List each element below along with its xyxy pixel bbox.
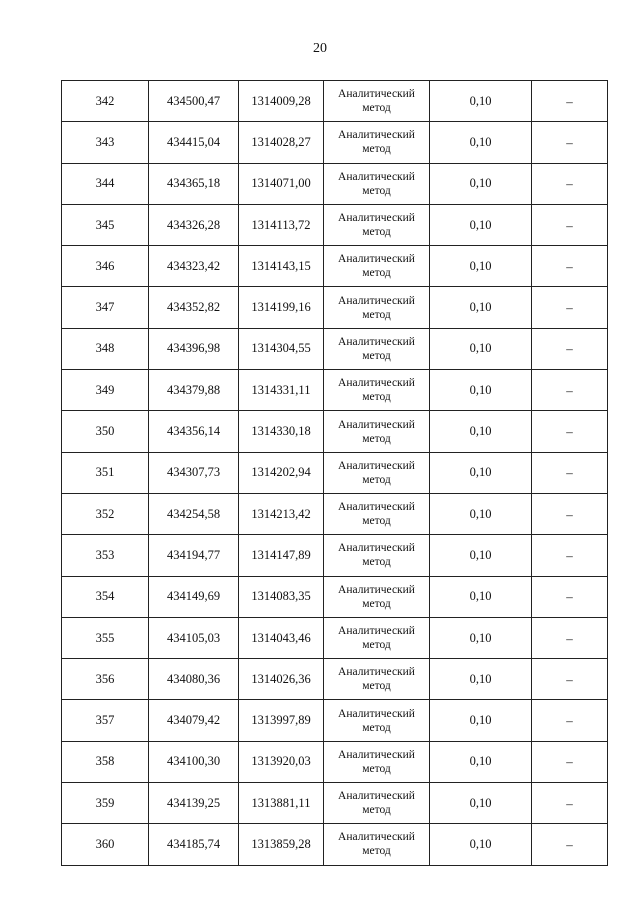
y-coordinate-cell: 1314147,89 xyxy=(239,535,324,576)
note-cell: – xyxy=(532,163,608,204)
note-cell: – xyxy=(532,411,608,452)
coordinates-table xyxy=(61,80,608,866)
note-cell: – xyxy=(532,741,608,782)
table-row xyxy=(62,204,608,245)
accuracy-cell: 0,10 xyxy=(430,741,532,782)
note-cell: – xyxy=(532,452,608,493)
point-number-cell: 347 xyxy=(62,287,149,328)
accuracy-cell: 0,10 xyxy=(430,824,532,865)
y-coordinate-cell: 1314071,00 xyxy=(239,163,324,204)
point-number-cell: 349 xyxy=(62,370,149,411)
y-coordinate-cell: 1314199,16 xyxy=(239,287,324,328)
method-cell: Аналитический метод xyxy=(324,700,430,741)
y-coordinate-cell: 1314202,94 xyxy=(239,452,324,493)
method-cell: Аналитический метод xyxy=(324,617,430,658)
note-cell: – xyxy=(532,824,608,865)
accuracy-cell: 0,10 xyxy=(430,246,532,287)
table-row xyxy=(62,287,608,328)
y-coordinate-cell: 1314143,15 xyxy=(239,246,324,287)
x-coordinate-cell: 434307,73 xyxy=(149,452,239,493)
note-cell: – xyxy=(532,617,608,658)
table-row xyxy=(62,370,608,411)
accuracy-cell: 0,10 xyxy=(430,535,532,576)
method-cell: Аналитический метод xyxy=(324,246,430,287)
point-number-cell: 354 xyxy=(62,576,149,617)
method-cell: Аналитический метод xyxy=(324,328,430,369)
point-number-cell: 343 xyxy=(62,122,149,163)
accuracy-cell: 0,10 xyxy=(430,493,532,534)
table-row xyxy=(62,246,608,287)
x-coordinate-cell: 434139,25 xyxy=(149,783,239,824)
x-coordinate-cell: 434149,69 xyxy=(149,576,239,617)
accuracy-cell: 0,10 xyxy=(430,576,532,617)
method-cell: Аналитический метод xyxy=(324,576,430,617)
y-coordinate-cell: 1314028,27 xyxy=(239,122,324,163)
accuracy-cell: 0,10 xyxy=(430,163,532,204)
note-cell: – xyxy=(532,246,608,287)
accuracy-cell: 0,10 xyxy=(430,328,532,369)
point-number-cell: 345 xyxy=(62,204,149,245)
table-row xyxy=(62,493,608,534)
table-row xyxy=(62,576,608,617)
point-number-cell: 360 xyxy=(62,824,149,865)
point-number-cell: 356 xyxy=(62,659,149,700)
point-number-cell: 358 xyxy=(62,741,149,782)
x-coordinate-cell: 434415,04 xyxy=(149,122,239,163)
table-row xyxy=(62,783,608,824)
accuracy-cell: 0,10 xyxy=(430,411,532,452)
point-number-cell: 351 xyxy=(62,452,149,493)
method-cell: Аналитический метод xyxy=(324,81,430,122)
y-coordinate-cell: 1314213,42 xyxy=(239,493,324,534)
y-coordinate-cell: 1314009,28 xyxy=(239,81,324,122)
y-coordinate-cell: 1314113,72 xyxy=(239,204,324,245)
y-coordinate-cell: 1314331,11 xyxy=(239,370,324,411)
x-coordinate-cell: 434185,74 xyxy=(149,824,239,865)
y-coordinate-cell: 1313920,03 xyxy=(239,741,324,782)
y-coordinate-cell: 1314043,46 xyxy=(239,617,324,658)
y-coordinate-cell: 1314083,35 xyxy=(239,576,324,617)
x-coordinate-cell: 434365,18 xyxy=(149,163,239,204)
note-cell: – xyxy=(532,659,608,700)
table-row xyxy=(62,81,608,122)
method-cell: Аналитический метод xyxy=(324,204,430,245)
point-number-cell: 359 xyxy=(62,783,149,824)
table-row xyxy=(62,659,608,700)
note-cell: – xyxy=(532,287,608,328)
method-cell: Аналитический метод xyxy=(324,163,430,204)
method-cell: Аналитический метод xyxy=(324,411,430,452)
x-coordinate-cell: 434100,30 xyxy=(149,741,239,782)
note-cell: – xyxy=(532,493,608,534)
note-cell: – xyxy=(532,328,608,369)
method-cell: Аналитический метод xyxy=(324,287,430,328)
point-number-cell: 350 xyxy=(62,411,149,452)
table-row xyxy=(62,163,608,204)
note-cell: – xyxy=(532,700,608,741)
point-number-cell: 353 xyxy=(62,535,149,576)
method-cell: Аналитический метод xyxy=(324,493,430,534)
table-row xyxy=(62,824,608,865)
point-number-cell: 357 xyxy=(62,700,149,741)
x-coordinate-cell: 434379,88 xyxy=(149,370,239,411)
y-coordinate-cell: 1314026,36 xyxy=(239,659,324,700)
table-row xyxy=(62,741,608,782)
accuracy-cell: 0,10 xyxy=(430,617,532,658)
page-number: 20 xyxy=(313,41,327,56)
accuracy-cell: 0,10 xyxy=(430,659,532,700)
point-number-cell: 352 xyxy=(62,493,149,534)
method-cell: Аналитический метод xyxy=(324,452,430,493)
note-cell: – xyxy=(532,370,608,411)
x-coordinate-cell: 434500,47 xyxy=(149,81,239,122)
y-coordinate-cell: 1313881,11 xyxy=(239,783,324,824)
x-coordinate-cell: 434079,42 xyxy=(149,700,239,741)
note-cell: – xyxy=(532,535,608,576)
accuracy-cell: 0,10 xyxy=(430,81,532,122)
point-number-cell: 355 xyxy=(62,617,149,658)
x-coordinate-cell: 434254,58 xyxy=(149,493,239,534)
x-coordinate-cell: 434105,03 xyxy=(149,617,239,658)
method-cell: Аналитический метод xyxy=(324,783,430,824)
method-cell: Аналитический метод xyxy=(324,824,430,865)
point-number-cell: 346 xyxy=(62,246,149,287)
method-cell: Аналитический метод xyxy=(324,741,430,782)
method-cell: Аналитический метод xyxy=(324,535,430,576)
x-coordinate-cell: 434356,14 xyxy=(149,411,239,452)
table-row xyxy=(62,700,608,741)
accuracy-cell: 0,10 xyxy=(430,783,532,824)
note-cell: – xyxy=(532,122,608,163)
accuracy-cell: 0,10 xyxy=(430,700,532,741)
accuracy-cell: 0,10 xyxy=(430,204,532,245)
y-coordinate-cell: 1313997,89 xyxy=(239,700,324,741)
method-cell: Аналитический метод xyxy=(324,370,430,411)
point-number-cell: 348 xyxy=(62,328,149,369)
point-number-cell: 344 xyxy=(62,163,149,204)
table-row xyxy=(62,617,608,658)
method-cell: Аналитический метод xyxy=(324,122,430,163)
table-row xyxy=(62,535,608,576)
coordinates-table-body xyxy=(62,81,608,866)
method-cell: Аналитический метод xyxy=(324,659,430,700)
accuracy-cell: 0,10 xyxy=(430,452,532,493)
x-coordinate-cell: 434323,42 xyxy=(149,246,239,287)
x-coordinate-cell: 434080,36 xyxy=(149,659,239,700)
note-cell: – xyxy=(532,783,608,824)
note-cell: – xyxy=(532,204,608,245)
table-row xyxy=(62,411,608,452)
y-coordinate-cell: 1313859,28 xyxy=(239,824,324,865)
note-cell: – xyxy=(532,576,608,617)
accuracy-cell: 0,10 xyxy=(430,122,532,163)
x-coordinate-cell: 434194,77 xyxy=(149,535,239,576)
table-row xyxy=(62,452,608,493)
point-number-cell: 342 xyxy=(62,81,149,122)
x-coordinate-cell: 434352,82 xyxy=(149,287,239,328)
table-row xyxy=(62,328,608,369)
y-coordinate-cell: 1314304,55 xyxy=(239,328,324,369)
table-row xyxy=(62,122,608,163)
accuracy-cell: 0,10 xyxy=(430,370,532,411)
accuracy-cell: 0,10 xyxy=(430,287,532,328)
y-coordinate-cell: 1314330,18 xyxy=(239,411,324,452)
note-cell: – xyxy=(532,81,608,122)
x-coordinate-cell: 434396,98 xyxy=(149,328,239,369)
x-coordinate-cell: 434326,28 xyxy=(149,204,239,245)
